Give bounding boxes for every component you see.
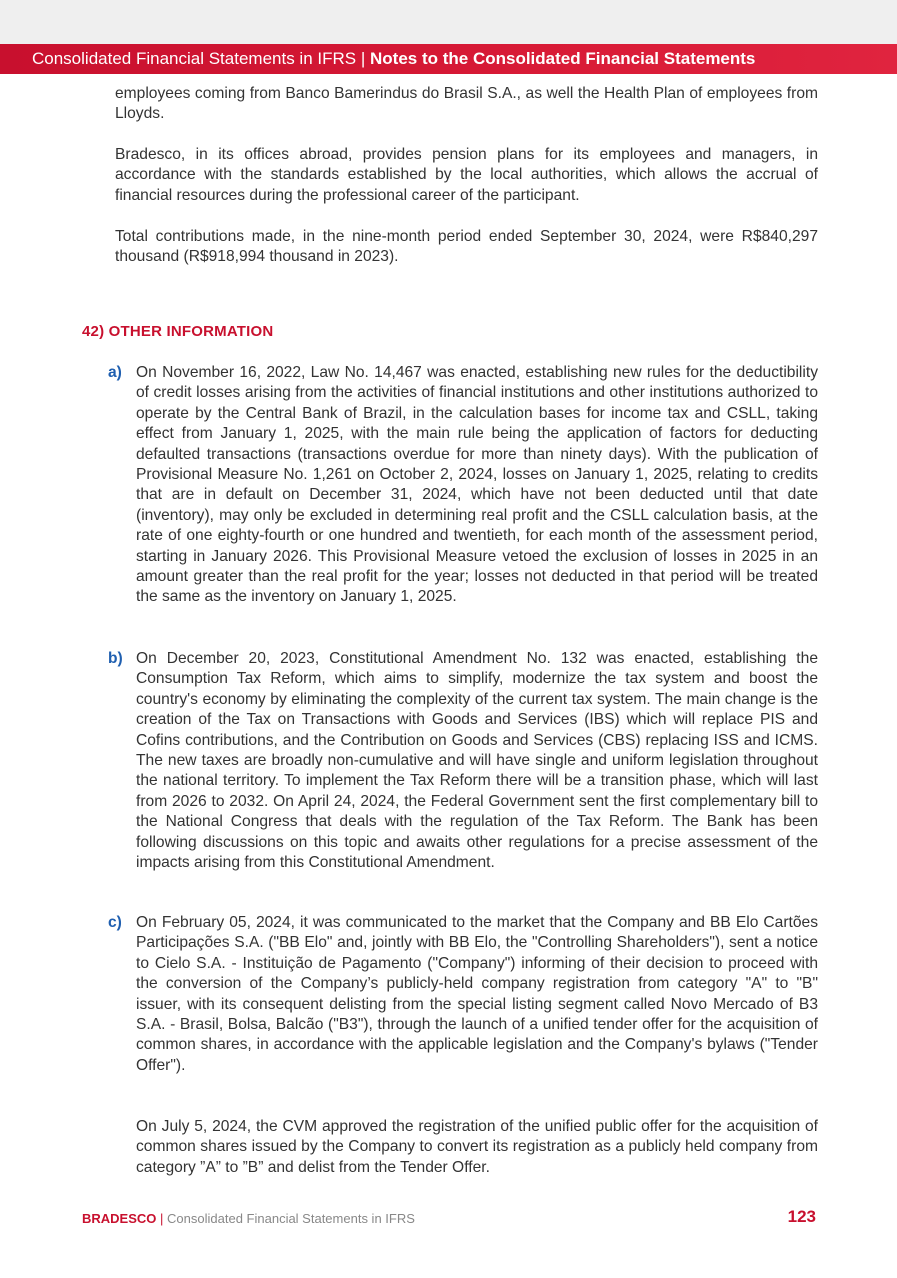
header-doc-title: Consolidated Financial Statements in IFRS (32, 49, 357, 68)
item-paragraph: On December 20, 2023, Constitutional Amendment No. 132 was enacted, establishing the Consumption Tax Reform, which aims to simplify, modernize the tax system and boost the country's economy by eliminating the complexity of the current tax system. The main change is the creation of the Tax on Transactions with Goods and Services (IBS) which will replace PIS and Cofins contributions, and the Contribution on Goods and Services (CBS) replacing ISS and ICMS. The new taxes are broadly non-cumulative and will have single and uniform legislation throughout the national territory. To implement the Tax Reform there will be a transition phase, which will last from 2026 to 2032. On April 24, 2024, the Federal Government sent the first complementary bill to the National Congress that deals with the regulation of the Tax Reform. The Bank has been following discussions on this topic and awaits other regulations for a precise assessment of the impacts arising from this Constitutional Amendment. (136, 650, 818, 872)
header-text (32, 44, 755, 74)
item-label: a) (108, 364, 122, 381)
page-number: 123 (787, 1207, 816, 1226)
item-label: c) (108, 914, 122, 931)
item-paragraph: On November 16, 2022, Law No. 14,467 was enacted, establishing new rules for the deductibility of credit losses arising from the activities of financial institutions and other institutions authorized to operate by the Central Bank of Brazil, in the calculation bases for income tax and CSLL, taking effect from January 1, 2025, with the main rule being the application of factors for deducting defaulted transactions (transactions overdue for more than ninety days). With the publication of Provisional Measure No. 1,261 on October 2, 2024, losses on January 1, 2025, relating to credits that are in default on December 31, 2024, which have not been deducted until that date (inventory), may only be excluded in determining real profit and the CSLL calculation basis, at the rate of one eighty-fourth or one hundred and twentieth, for each month of the assessment period, starting in January 2026. This Provisional Measure vetoed the exclusion of losses in 2025 in an amount greater than the real profit for the year; losses not deducted in that period will be treated the same as the inventory on January 1, 2025. (136, 364, 818, 606)
header-separator: | (360, 49, 366, 68)
item-label: b) (108, 650, 123, 667)
top-margin-strip (0, 0, 897, 44)
footer-separator: | (160, 1211, 164, 1226)
page-footer (82, 1210, 415, 1228)
section-heading: 42) OTHER INFORMATION (82, 323, 274, 340)
item-paragraph: On February 05, 2024, it was communicated to the market that the Company and BB Elo Cartões Participações S.A. ("BB Elo" and, jointly with BB Elo, the "Controlling Shareholders"), sent a notice to Cielo S.A. - Instituição de Pagamento ("Company") informing of their decision to proceed with the conversion of the Company’s publicly-held company registration from category "A" to "B" issuer, with its consequent delisting from the special listing segment called Novo Mercado of B3 S.A. - Brasil, Bolsa, Balcão ("B3"), through the launch of a unified tender offer for the acquisition of common shares, in accordance with the applicable legislation and the Company's bylaws ("Tender Offer"). (136, 914, 818, 1074)
intro-paragraph: Total contributions made, in the nine-month period ended September 30, 2024, were R$840,297 thousand (R$918,994 thousand in 2023). (115, 228, 818, 266)
item-paragraph: On July 5, 2024, the CVM approved the registration of the unified public offer for the acquisition of common shares issued by the Company to convert its registration as a publicly held company from category ”A” to ”B” and delist from the Tender Offer. (136, 1118, 818, 1176)
footer-brand: BRADESCO (82, 1211, 157, 1226)
page-header (0, 44, 897, 74)
footer-doc-title: Consolidated Financial Statements in IFRS (167, 1211, 415, 1226)
intro-paragraph: Bradesco, in its offices abroad, provides pension plans for its employees and managers, in accordance with the standards established by the local authorities, which allows the accrual of financial resources during the professional career of the participant. (115, 146, 818, 204)
header-section-title: Notes to the Consolidated Financial Statements (370, 49, 756, 68)
intro-paragraph: employees coming from Banco Bamerindus do Brasil S.A., as well the Health Plan of employees from Lloyds. (115, 85, 818, 123)
